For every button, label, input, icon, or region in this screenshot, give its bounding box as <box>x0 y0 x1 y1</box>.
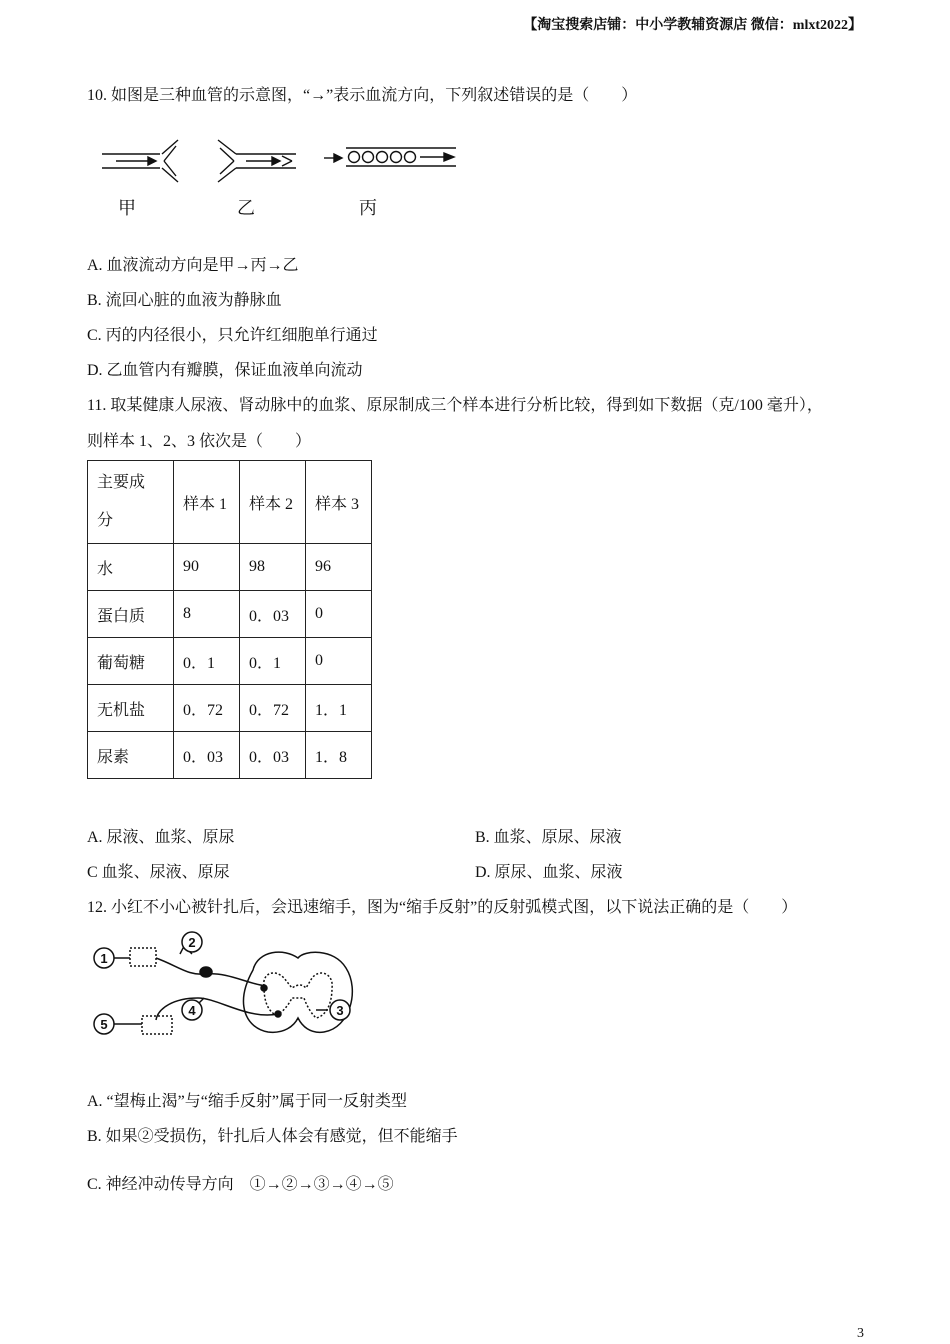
q11-stem-line1: 11. 取某健康人尿液、肾动脉中的血浆、原尿制成三个样本进行分析比较，得到如下数据（克/100 毫升）， <box>87 397 823 414</box>
page-header: 【淘宝搜索店铺：中小学教辅资源店 微信：mlxt2022】 <box>523 18 862 33</box>
q10-option-a: A. 血液流动方向是甲→丙→乙 <box>87 257 299 274</box>
q11-option-d: D. 原尿、血浆、尿液 <box>475 864 623 881</box>
q12-option-b: B. 如果②受损伤，针扎后人体会有感觉，但不能缩手 <box>87 1128 458 1145</box>
table-cell: 尿素 <box>88 732 174 779</box>
fig-label-yi: 乙 <box>237 198 255 219</box>
blood-vessel-diagram <box>96 132 466 222</box>
table-cell: 0．03 <box>240 732 306 779</box>
table-cell: 蛋白质 <box>88 591 174 638</box>
table-row <box>88 591 372 638</box>
table-cell: 0．03 <box>174 732 240 779</box>
table-cell: 8 <box>174 591 240 638</box>
table-cell: 96 <box>306 544 372 591</box>
table-cell: 0．72 <box>240 685 306 732</box>
table-row <box>88 732 372 779</box>
table-cell: 无机盐 <box>88 685 174 732</box>
table-cell: 0．03 <box>240 591 306 638</box>
table-cell: 0．72 <box>174 685 240 732</box>
q12-stem: 12. 小红不小心被针扎后，会迅速缩手，图为“缩手反射”的反射弧模式图，以下说法正确的是（ ） <box>87 899 798 916</box>
table-cell: 0．1 <box>174 638 240 685</box>
q11-option-a: A. 尿液、血浆、原尿 <box>87 829 235 846</box>
table-cell: 0．1 <box>240 638 306 685</box>
reflex-label-1: 1 <box>100 951 108 966</box>
reflex-label-4: 4 <box>188 1003 196 1018</box>
q11-option-c: C 血浆、尿液、原尿 <box>87 864 230 881</box>
q12-option-a: A. “望梅止渴”与“缩手反射”属于同一反射类型 <box>87 1093 407 1110</box>
reflex-label-3: 3 <box>336 1003 344 1018</box>
q11-stem-line2: 则样本 1、2、3 依次是（ ） <box>87 433 312 450</box>
table-cell: 90 <box>174 544 240 591</box>
fig-label-bing: 丙 <box>359 198 377 219</box>
table-row <box>88 638 372 685</box>
table-header-cell: 主要成分 <box>97 474 146 529</box>
q11-option-b: B. 血浆、原尿、尿液 <box>475 829 622 846</box>
q10-option-d: D. 乙血管内有瓣膜，保证血液单向流动 <box>87 362 363 379</box>
q12-option-c: C. 神经冲动传导方向 ①→②→③→④→⑤ <box>87 1176 394 1193</box>
composition-table <box>87 460 372 779</box>
reflex-label-2: 2 <box>188 935 196 950</box>
q10-option-c: C. 丙的内径很小，只允许红细胞单行通过 <box>87 327 378 344</box>
fig-label-jia: 甲 <box>118 198 136 219</box>
table-cell: 0 <box>306 591 372 638</box>
table-header-cell: 样本 3 <box>306 461 372 544</box>
table-header-cell: 样本 2 <box>240 461 306 544</box>
table-cell: 1．1 <box>306 685 372 732</box>
reflex-label-5: 5 <box>100 1017 108 1032</box>
table-cell: 葡萄糖 <box>88 638 174 685</box>
q10-stem: 10. 如图是三种血管的示意图，“→”表示血流方向，下列叙述错误的是（ ） <box>87 87 638 104</box>
table-row <box>88 685 372 732</box>
page-number: 3 <box>857 1326 864 1341</box>
table-header-row <box>88 461 372 544</box>
q10-option-b: B. 流回心脏的血液为静脉血 <box>87 292 282 309</box>
table-header-cell: 样本 1 <box>174 461 240 544</box>
reflex-arc-diagram <box>88 928 358 1042</box>
table-row <box>88 544 372 591</box>
table-cell: 1．8 <box>306 732 372 779</box>
table-cell: 98 <box>240 544 306 591</box>
table-cell: 水 <box>88 544 174 591</box>
table-cell: 0 <box>306 638 372 685</box>
